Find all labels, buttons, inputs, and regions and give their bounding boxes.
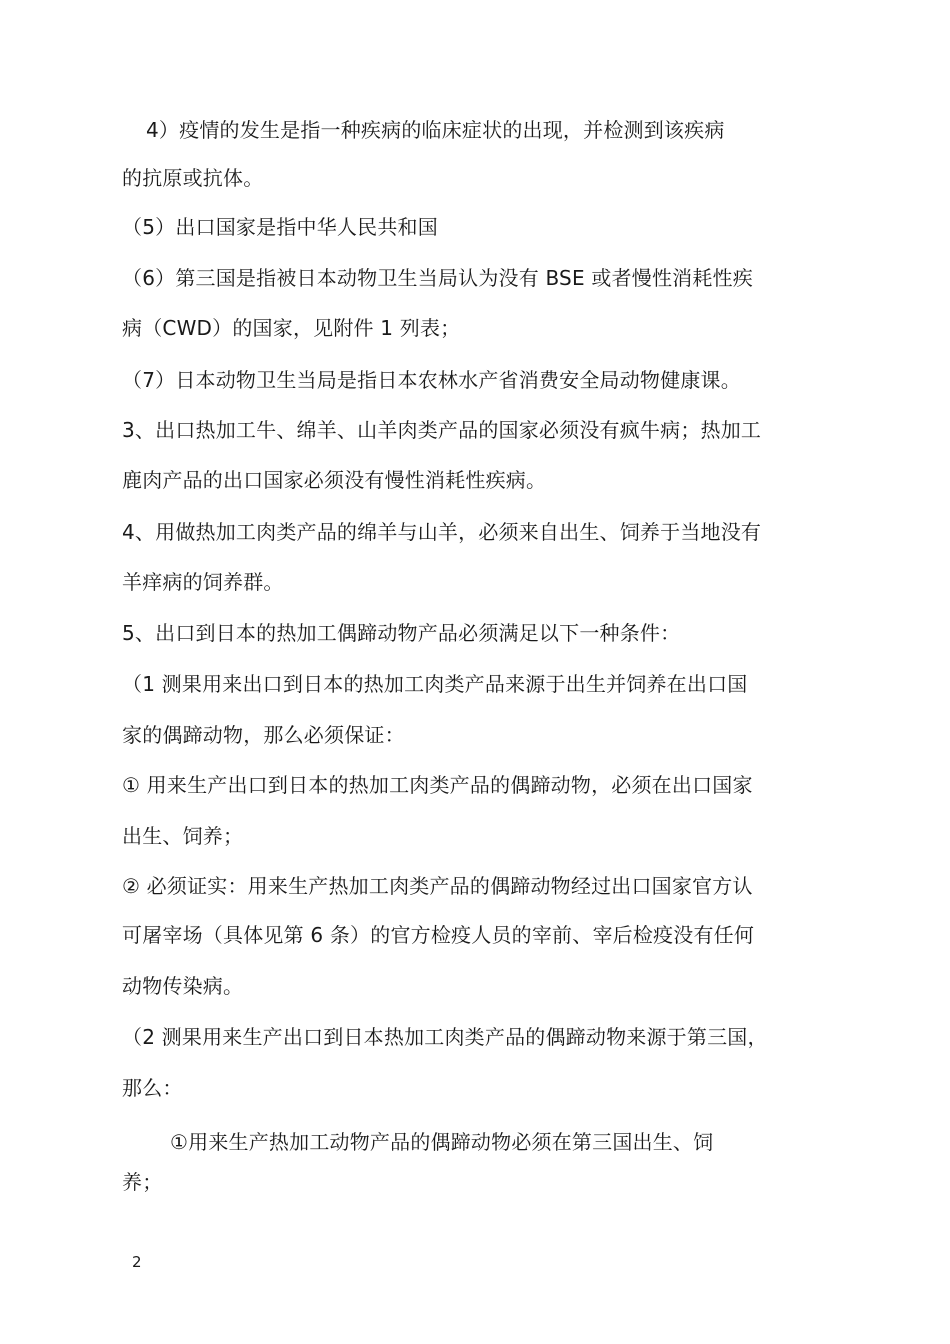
text-line: ① 用来生产出口到日本的热加工肉类产品的偶蹄动物，必须在出口国家 bbox=[122, 773, 753, 797]
text-line: 4、用做热加工肉类产品的绵羊与山羊，必须来自出生、饲养于当地没有 bbox=[122, 520, 762, 544]
text-line: 4）疫情的发生是指一种疾病的临床症状的出现，并检测到该疾病 bbox=[146, 118, 725, 142]
text-line: （2 测果用来生产出口到日本热加工肉类产品的偶蹄动物来源于第三国， bbox=[122, 1025, 768, 1049]
text-line: （6）第三国是指被日本动物卫生当局认为没有 BSE 或者慢性消耗性疾 bbox=[122, 266, 753, 290]
text-line: 鹿肉产品的出口国家必须没有慢性消耗性疾病。 bbox=[122, 468, 547, 492]
text-line: 羊痒病的饲养群。 bbox=[122, 570, 284, 594]
text-line: 5、出口到日本的热加工偶蹄动物产品必须满足以下一种条件： bbox=[122, 621, 681, 645]
text-line: 的抗原或抗体。 bbox=[122, 166, 264, 190]
text-line: 出生、饲养； bbox=[122, 824, 244, 848]
text-line: 可屠宰场（具体见第 6 条）的官方检疫人员的宰前、宰后检疫没有任何 bbox=[122, 923, 755, 947]
text-line: 养； bbox=[122, 1170, 163, 1194]
text-line: ② 必须证实：用来生产热加工肉类产品的偶蹄动物经过出口国家官方认 bbox=[122, 874, 753, 898]
text-line: 那么： bbox=[122, 1076, 183, 1100]
text-line: （5）出口国家是指中华人民共和国 bbox=[122, 215, 438, 239]
text-line: 3、出口热加工牛、绵羊、山羊肉类产品的国家必须没有疯牛病；热加工 bbox=[122, 418, 762, 442]
text-line: 病（CWD）的国家，见附件 1 列表； bbox=[122, 316, 461, 340]
text-line: 动物传染病。 bbox=[122, 974, 244, 998]
text-line: （7）日本动物卫生当局是指日本农林水产省消费安全局动物健康课。 bbox=[122, 368, 741, 392]
text-line: （1 测果用来出口到日本的热加工肉类产品来源于出生并饲养在出口国 bbox=[122, 672, 748, 696]
page-number: 2 bbox=[132, 1253, 142, 1271]
text-line: ①用来生产热加工动物产品的偶蹄动物必须在第三国出生、饲 bbox=[170, 1130, 714, 1154]
text-line: 家的偶蹄动物，那么必须保证： bbox=[122, 723, 405, 747]
